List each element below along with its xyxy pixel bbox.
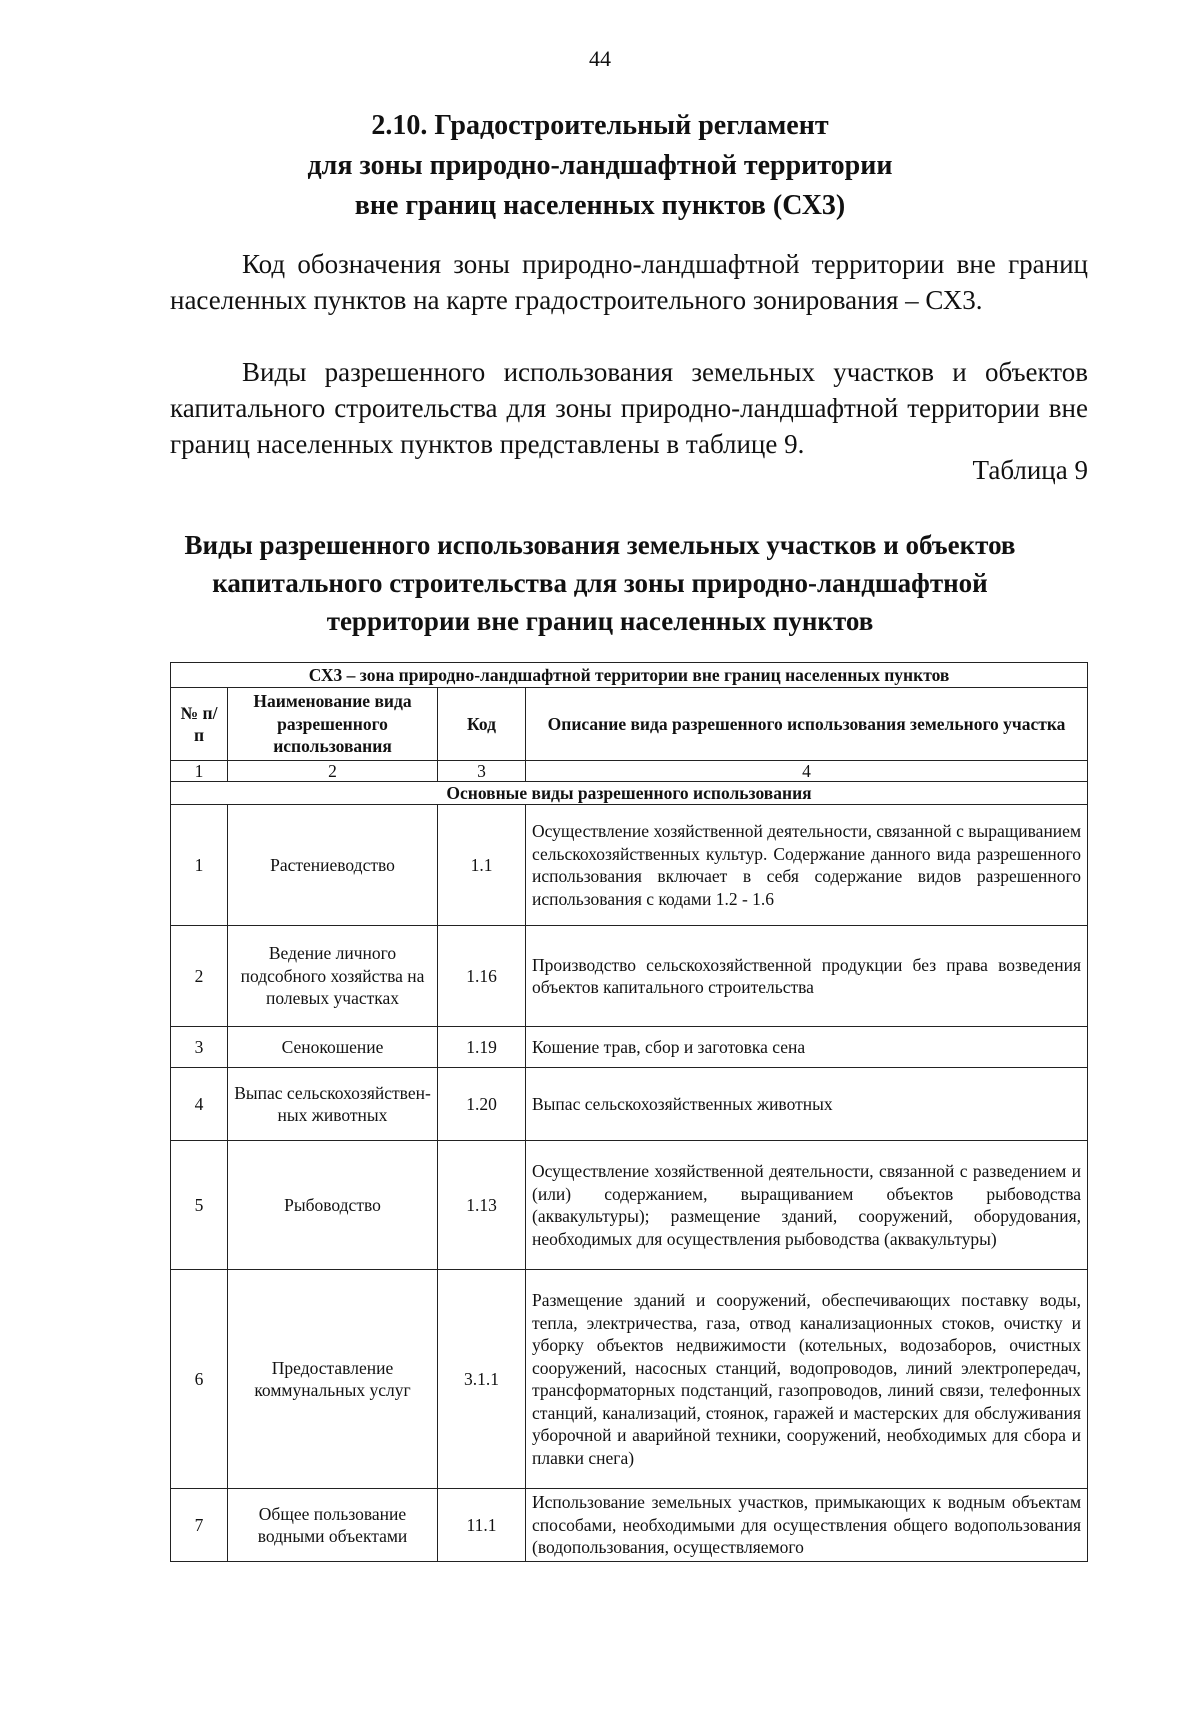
use-code: 1.13 <box>438 1141 526 1270</box>
use-name: Рыбоводство <box>228 1141 438 1270</box>
use-description: Производство сельскохозяйственной продукции без права возведения объектов капитального строительства <box>526 926 1088 1027</box>
section-heading-line-3: вне границ населенных пунктов (СХ3) <box>354 190 846 221</box>
row-number: 4 <box>171 1068 228 1141</box>
use-code: 11.1 <box>438 1489 526 1562</box>
zone-header-row <box>171 663 1088 688</box>
use-code: 1.19 <box>438 1027 526 1068</box>
column-index: 2 <box>228 761 438 782</box>
use-name: Ведение личного подсобного хозяйства на полевых участках <box>228 926 438 1027</box>
use-name: Растениеводство <box>228 805 438 926</box>
use-description: Размещение зданий и сооружений, обеспечивающих поставку воды, тепла, электричества, газа, отвод канализационных стоков, очистку и уборку объектов недвижимости (котельных, водозаборов, очистных сооружений, насосных станций, водопроводов, линий электропередач, трансформаторных подстанций, газопроводов, линий связи, телефонных станций, канализаций, стоянок, гаражей и мастерских для обслуживания уборочной и аварийной техники, сооружений, необходимых для сбора и плавки снега) <box>526 1270 1088 1489</box>
section-heading-line-2: для зоны природно-ландшафтной территории <box>307 150 893 181</box>
paragraph-zone-code: Код обозначения зоны природно-ландшафтной территории вне границ населенных пунктов на карте градостроительного зонирования – СХ3. <box>170 249 1088 315</box>
column-index-row <box>171 761 1088 782</box>
row-number: 1 <box>171 805 228 926</box>
paragraph-uses-intro: Виды разрешенного использования земельных участков и объектов капитального строительства для зоны природно-ландшафтной территории вне границ населенных пунктов представлены в таблице 9. <box>170 357 1088 459</box>
table-row <box>171 805 1088 926</box>
use-name: Предоставление коммунальных услуг <box>228 1270 438 1489</box>
table-title <box>0 526 1200 640</box>
row-number: 5 <box>171 1141 228 1270</box>
table-row <box>171 1068 1088 1141</box>
table-row <box>171 1141 1088 1270</box>
use-description: Выпас сельскохозяйственных животных <box>526 1068 1088 1141</box>
column-index: 4 <box>526 761 1088 782</box>
use-code: 1.20 <box>438 1068 526 1141</box>
row-number: 2 <box>171 926 228 1027</box>
use-code: 3.1.1 <box>438 1270 526 1489</box>
use-name: Общее пользование водными объектами <box>228 1489 438 1562</box>
section-heading <box>0 106 1200 226</box>
row-number: 3 <box>171 1027 228 1068</box>
section-row <box>171 782 1088 805</box>
use-name: Сенокошение <box>228 1027 438 1068</box>
column-header-row <box>171 688 1088 761</box>
permitted-uses-table <box>170 662 1088 1562</box>
table-title-line-3: территории вне границ населенных пунктов <box>326 606 874 636</box>
use-description: Кошение трав, сбор и заготовка сена <box>526 1027 1088 1068</box>
column-index: 1 <box>171 761 228 782</box>
column-index: 3 <box>438 761 526 782</box>
header-name: Наименование вида разрешенного использования <box>228 688 438 761</box>
header-code: Код <box>438 688 526 761</box>
use-code: 1.16 <box>438 926 526 1027</box>
row-number: 7 <box>171 1489 228 1562</box>
use-name: Выпас сельскохозяйствен-ных животных <box>228 1068 438 1141</box>
use-code: 1.1 <box>438 805 526 926</box>
page-number: 44 <box>589 46 611 71</box>
table-title-line-1: Виды разрешенного использования земельных участков и объектов <box>184 530 1016 560</box>
table-title-line-2: капитального строительства для зоны природно-ландшафтной <box>212 568 988 598</box>
row-number: 6 <box>171 1270 228 1489</box>
zone-header: СХ3 – зона природно-ландшафтной территории вне границ населенных пунктов <box>171 663 1088 688</box>
header-num: № п/п <box>171 688 228 761</box>
section-heading-line-1: 2.10. Градостроительный регламент <box>371 110 829 141</box>
use-description: Осуществление хозяйственной деятельности, связанной с разведением и (или) содержанием, выращиванием объектов рыбоводства (аквакультуры); размещение зданий, сооружений, оборудования, необходимых для осуществления рыбоводства (аквакультуры) <box>526 1141 1088 1270</box>
table-row <box>171 926 1088 1027</box>
table-row <box>171 1270 1088 1489</box>
use-description: Использование земельных участков, примыкающих к водным объектам способами, необходимыми для осуществления общего водопользования (водопользования, осуществляемого <box>526 1489 1088 1562</box>
table-row <box>171 1027 1088 1068</box>
section-title: Основные виды разрешенного использования <box>171 782 1088 805</box>
use-description: Осуществление хозяйственной деятельности, связанной с выращиванием сельскохозяйственных культур. Содержание данного вида разрешенного использования включает в себя содержание видов разрешенного использования с кодами 1.2 - 1.6 <box>526 805 1088 926</box>
table-label: Таблица 9 <box>972 455 1088 485</box>
header-desc: Описание вида разрешенного использования земельного участка <box>526 688 1088 761</box>
table-row <box>171 1489 1088 1562</box>
